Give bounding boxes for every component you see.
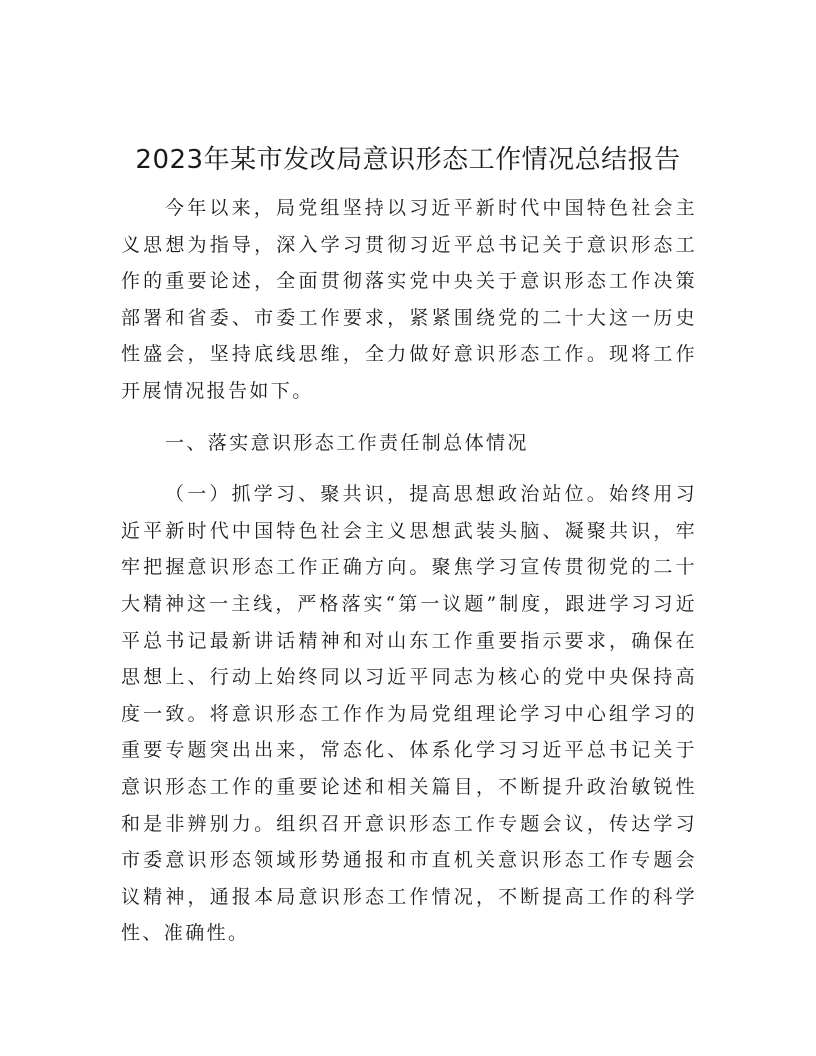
document-title: 2023年某市发改局意识形态工作情况总结报告 [135,145,681,175]
document-body [121,190,697,952]
section-heading: 一、落实意识形态工作责任制总体情况 [165,431,529,454]
subsection-paragraph: （一）抓学习、聚共识，提高思想政治站位。始终用习近平新时代中国特色社会主义思想武装头脑、凝聚共识，牢牢把握意识形态工作正确方向。聚焦学习宣传贯彻党的二十大精神这一主线，严格落实“第一议题”制度，跟进学习习近平总书记最新讲话精神和对山东工作重要指示要求，确保在思想上、行动上始终同以习近平同志为核心的党中央保持高度一致。将意识形态工作作为局党组理论学习中心组学习的重要专题突出出来，常态化、体系化学习习近平总书记关于意识形态工作的重要论述和相关篇目，不断提升政治敏锐性和是非辨别力。组织召开意识形态工作专题会议，传达学习市委意识形态领域形势通报和市直机关意识形态工作专题会议精神，通报本局意识形态工作情况，不断提高工作的科学性、准确性。 [121,483,697,945]
intro-paragraph: 今年以来，局党组坚持以习近平新时代中国特色社会主义思想为指导，深入学习贯彻习近平总书记关于意识形态工作的重要论述，全面贯彻落实党中央关于意识形态工作决策部署和省委、市委工作要求，紧紧围绕党的二十大这一历史性盛会，坚持底线思维，全力做好意识形态工作。现将工作开展情况报告如下。 [121,197,697,402]
